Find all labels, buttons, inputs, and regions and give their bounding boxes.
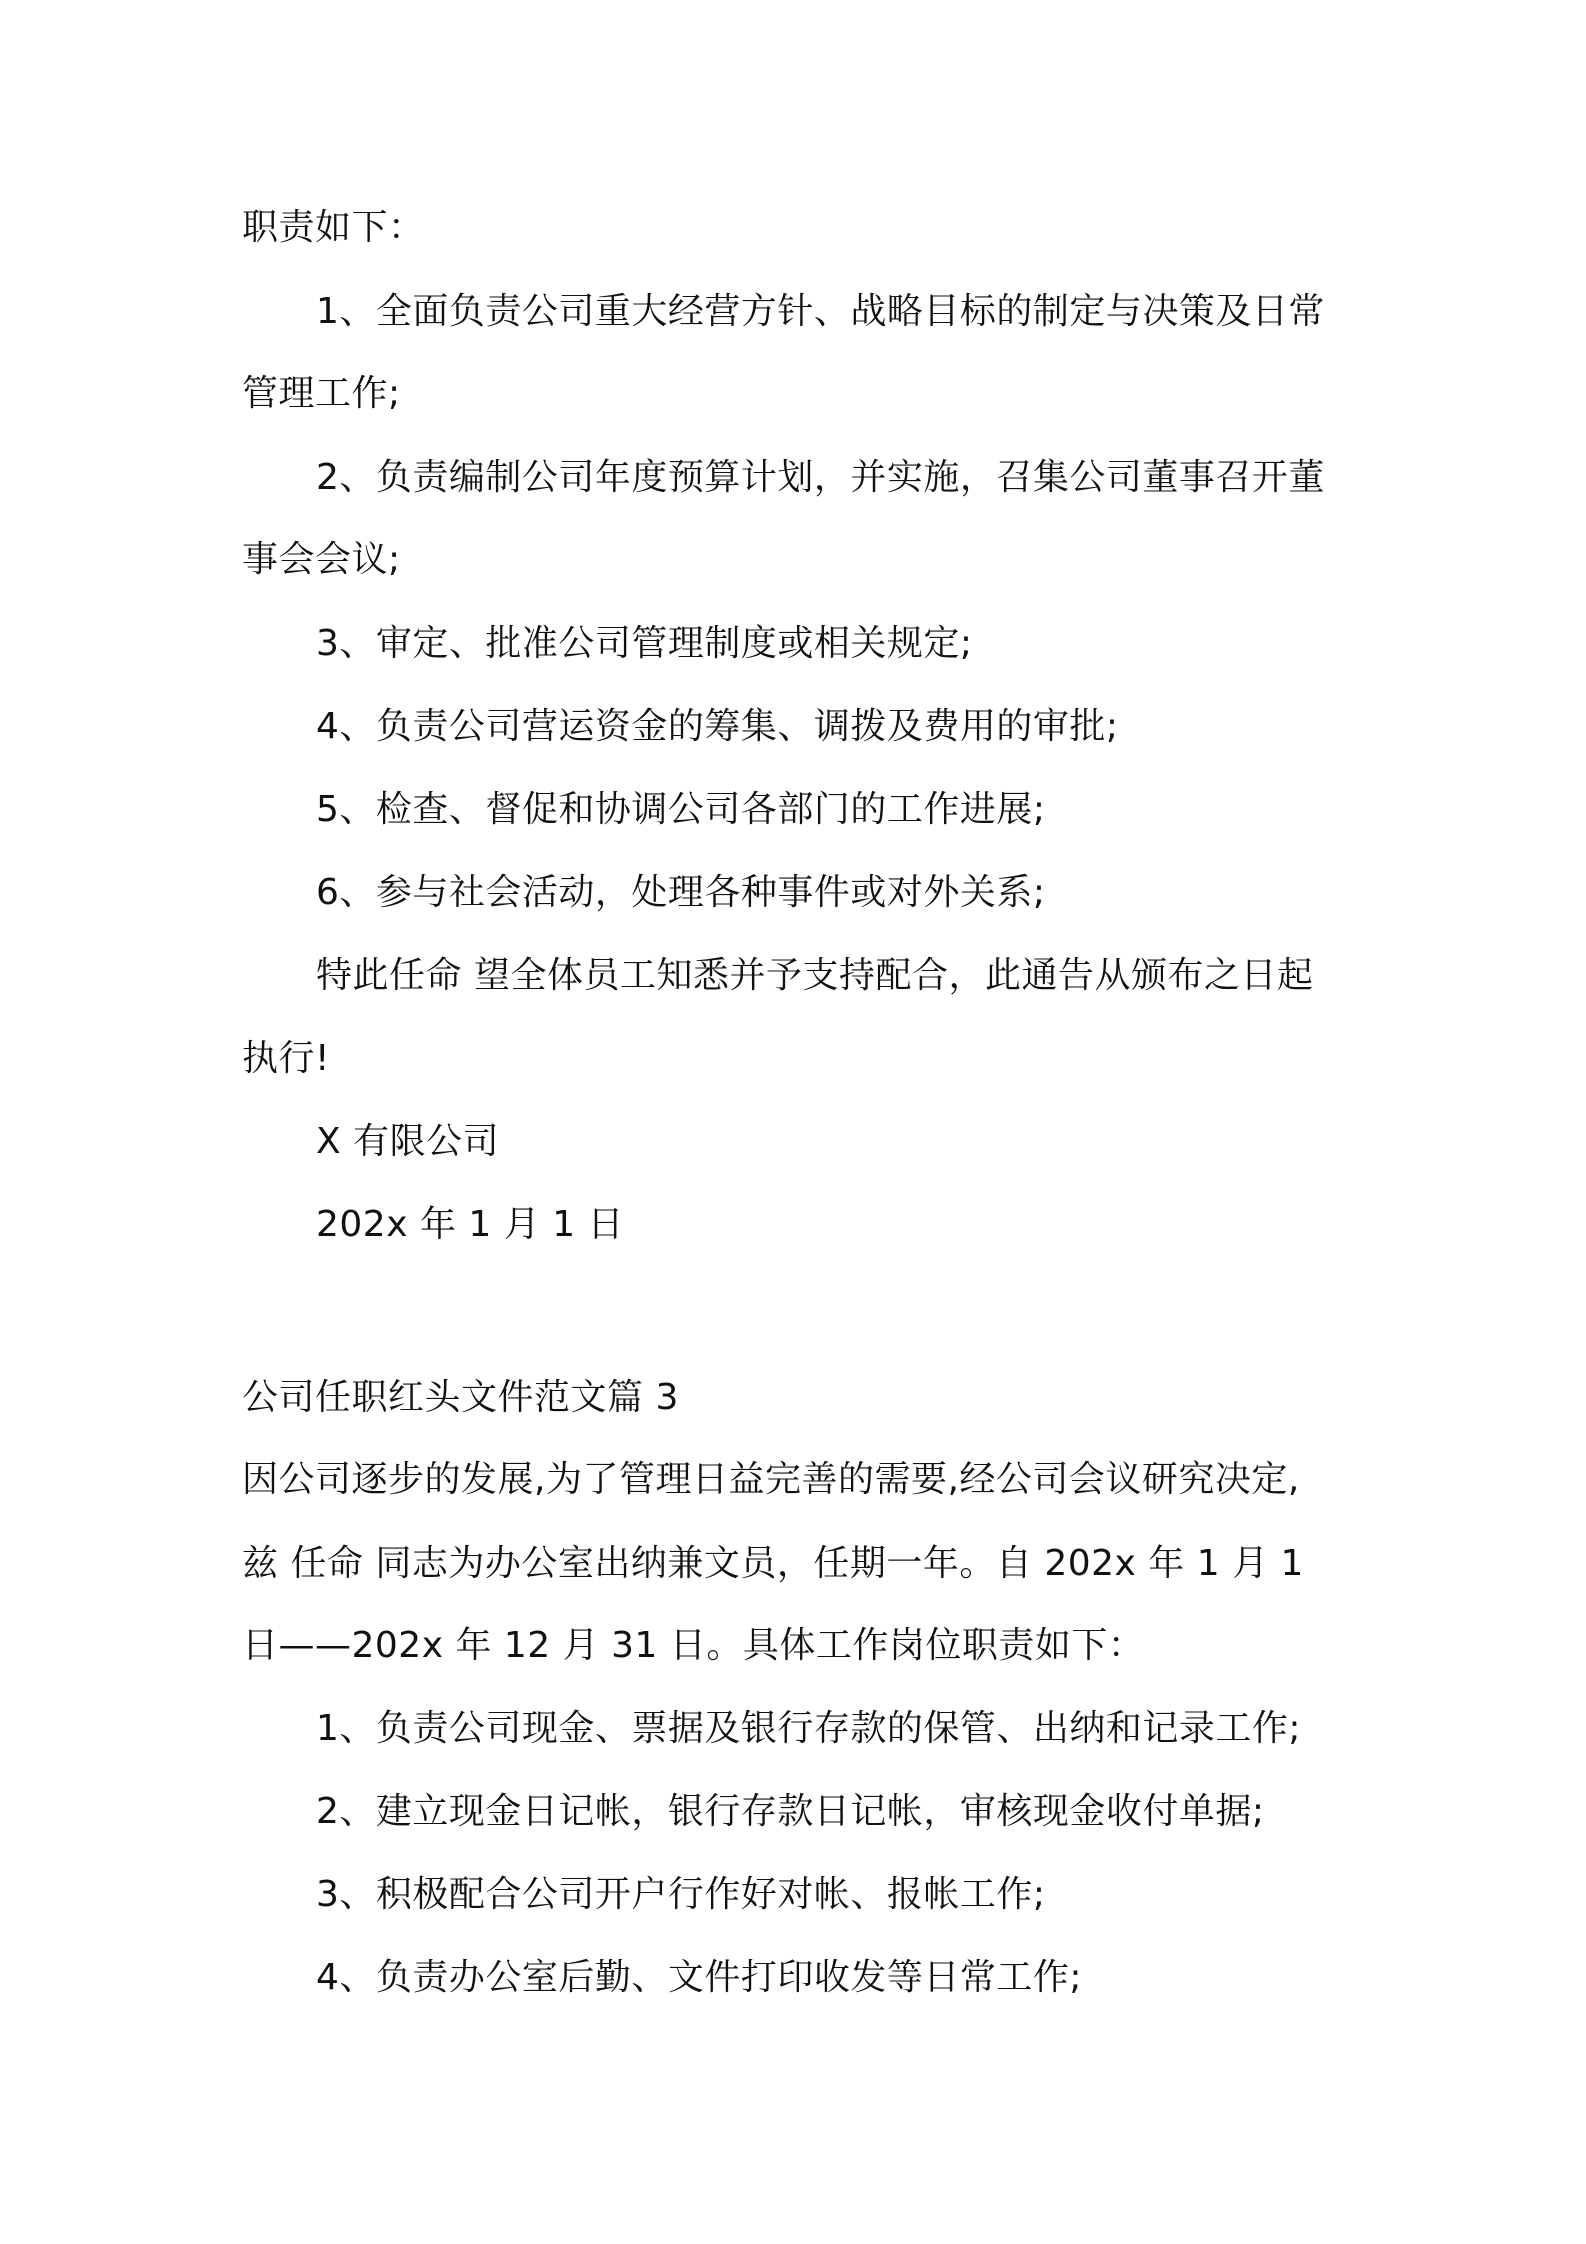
section2-title: 公司任职红头文件范文篇 3 bbox=[242, 1377, 679, 1418]
section2-para-line1: 因公司逐步的发展,为了管理日益完善的需要,经公司会议研究决定, bbox=[242, 1459, 1300, 1500]
section1-duty1-line2: 管理工作; bbox=[242, 373, 401, 414]
section2-duty3: 3、积极配合公司开户行作好对帐、报帐工作; bbox=[316, 1874, 1046, 1915]
section1-duty2-line2: 事会会议; bbox=[242, 539, 401, 580]
section2-duty2: 2、建立现金日记帐，银行存款日记帐，审核现金收付单据; bbox=[316, 1791, 1265, 1832]
section2-para-line2: 兹 任命 同志为办公室出纳兼文员，任期一年。自 202x 年 1 月 1 bbox=[242, 1543, 1304, 1584]
section2-para-line3: 日——202x 年 12 月 31 日。具体工作岗位职责如下： bbox=[242, 1625, 1145, 1666]
section1-duty2-line1: 2、负责编制公司年度预算计划，并实施，召集公司董事召开董 bbox=[316, 457, 1325, 498]
section2-duty4: 4、负责办公室后勤、文件打印收发等日常工作; bbox=[316, 1957, 1083, 1998]
section1-duty6: 6、参与社会活动，处理各种事件或对外关系; bbox=[316, 872, 1046, 913]
section1-duty3: 3、审定、批准公司管理制度或相关规定; bbox=[316, 623, 973, 664]
section1-duty5: 5、检查、督促和协调公司各部门的工作进展; bbox=[316, 789, 1046, 830]
section1-duty4: 4、负责公司营运资金的筹集、调拨及费用的审批; bbox=[316, 706, 1119, 747]
issue-date: 202x 年 1 月 1 日 bbox=[316, 1204, 625, 1245]
section1-notice-line1: 特此任命 望全体员工知悉并予支持配合，此通告从颁布之日起 bbox=[316, 955, 1314, 996]
section1-intro: 职责如下： bbox=[242, 207, 425, 248]
company-name: X 有限公司 bbox=[316, 1121, 500, 1162]
section1-duty1-line1: 1、全面负责公司重大经营方针、战略目标的制定与决策及日常 bbox=[316, 291, 1325, 332]
section1-notice-line2: 执行! bbox=[242, 1038, 330, 1079]
section2-duty1: 1、负责公司现金、票据及银行存款的保管、出纳和记录工作; bbox=[316, 1708, 1302, 1749]
